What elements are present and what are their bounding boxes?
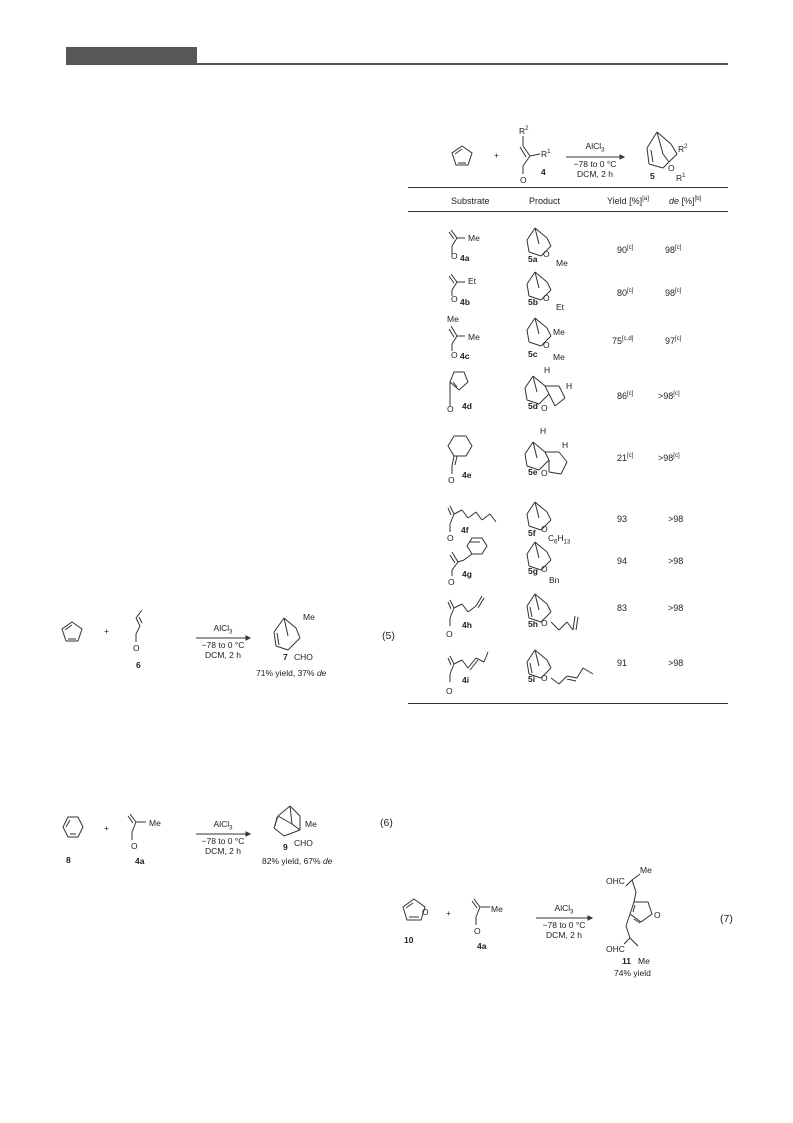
product-label: 5i: [528, 674, 536, 684]
eq6-cho-label: CHO: [294, 838, 313, 848]
table-rule-mid: [408, 211, 728, 212]
product-label: 5d: [528, 401, 538, 411]
yield-value: 93: [617, 514, 628, 524]
eq5-cho-label: CHO: [294, 652, 313, 662]
table-row: [408, 426, 728, 500]
eq5-plus: +: [104, 626, 109, 636]
eq6-result: 82% yield, 67% de: [262, 856, 333, 866]
table-row: [408, 364, 728, 430]
eq7-top-ohc: OHC: [606, 876, 625, 886]
table-rule-top: [408, 187, 728, 188]
yield-value: 21[c]: [617, 453, 634, 463]
product-group-label: $C_6H_{13}$: [548, 533, 571, 546]
eq6-sm-oxygen: O: [131, 841, 138, 851]
scheme-substrate-label: 4: [541, 167, 546, 177]
de-value: >98: [668, 556, 684, 566]
de-value: 97[c]: [665, 336, 682, 346]
substrate-label: 4f: [461, 525, 469, 535]
eq5-me-label: Me: [303, 612, 315, 622]
eq6-sm-me: Me: [149, 818, 161, 828]
substrate-oxygen: O: [446, 686, 453, 696]
product-h-label: H: [566, 381, 573, 391]
de-value: >98: [668, 603, 684, 613]
substrate-oxygen: O: [446, 629, 453, 639]
cyclopentadiene-structure: [60, 620, 84, 644]
substrate-label: 4c: [460, 351, 470, 361]
substrate-label: 4b: [460, 297, 470, 307]
de-value: >98: [668, 658, 684, 668]
eq7-conditions-solvent: DCM, 2 h: [546, 930, 582, 940]
yield-value: 94: [617, 556, 628, 566]
product-group-label: Me: [556, 258, 568, 268]
product-r2-label: $R^2$: [678, 144, 688, 154]
de-value: >98[c]: [658, 391, 680, 401]
product-group-label: Bn: [549, 575, 560, 585]
eq7-reagent: AlCl$_3$: [554, 903, 574, 916]
yield-value: 80[c]: [617, 288, 634, 298]
eq5-result: 71% yield, 37% de: [256, 668, 327, 678]
eq5-conditions-solvent: DCM, 2 h: [205, 650, 241, 660]
equation-number-6: (6): [380, 817, 393, 829]
product-label: 5e: [528, 467, 538, 477]
de-value: >98: [668, 514, 684, 524]
yield-value: 75[c,d]: [612, 336, 634, 346]
eq7-sm-oxygen: O: [474, 926, 481, 936]
scheme-conditions-temp: −78 to 0 °C: [573, 159, 617, 169]
substrate-structure: [444, 504, 502, 536]
product-label: 5c: [528, 349, 538, 359]
substrate-group-label: Me: [468, 233, 480, 243]
product-structure: [523, 648, 601, 692]
scheme-r2-label: $R^2$: [519, 126, 529, 136]
product-oxygen: O: [541, 524, 548, 534]
scheme-oxygen-label: O: [520, 175, 527, 185]
substrate-group-label-top: Me: [447, 314, 459, 324]
eq5-reagent: AlCl$_3$: [213, 623, 233, 636]
eq7-furan-oxygen: O: [422, 907, 429, 917]
eq6-diene-label: 8: [66, 855, 71, 865]
substrate-oxygen: O: [448, 475, 455, 485]
product-oxygen: O: [541, 468, 548, 478]
cyclopentadiene-structure: [450, 144, 474, 168]
yield-value: 83: [617, 603, 628, 613]
product-oxygen: O: [541, 564, 548, 574]
product-r1-label: $R^1$: [676, 173, 686, 183]
product-label: 5h: [528, 619, 538, 629]
de-value: 98[c]: [665, 245, 682, 255]
eq5-sm-label: 6: [136, 660, 141, 670]
methacrolein-structure: [468, 897, 498, 933]
yield-value: 90[c]: [617, 245, 634, 255]
eq7-bottom-ohc: OHC: [606, 944, 625, 954]
eq6-me-label: Me: [305, 819, 317, 829]
substrate-oxygen: O: [451, 251, 458, 261]
substrate-label: 4h: [462, 620, 472, 630]
table-row: [408, 646, 728, 700]
product-oxygen: O: [541, 618, 548, 628]
eq7-conditions-temp: −78 to 0 °C: [542, 920, 586, 930]
product-group-label: Et: [556, 302, 565, 312]
eq7-sm-me: Me: [491, 904, 503, 914]
eq7-top-me: Me: [640, 865, 652, 875]
eq6-conditions-temp: −78 to 0 °C: [201, 836, 245, 846]
product-oxygen: O: [543, 293, 550, 303]
product-label: 5f: [528, 528, 536, 538]
substrate-oxygen: O: [451, 294, 458, 304]
eq7-ring-oxygen: O: [654, 910, 661, 920]
product-structure: [523, 592, 595, 638]
table-row: [408, 312, 728, 364]
scheme-reagent: AlCl$_3$: [585, 141, 605, 154]
scheme-plus: +: [494, 150, 499, 160]
table-row: [408, 590, 728, 646]
table-row: [408, 536, 728, 590]
equation-number-7: (7): [720, 913, 733, 925]
product-label: 5a: [528, 254, 538, 264]
substrate-oxygen: O: [451, 350, 458, 360]
scheme-product-label: 5: [650, 171, 655, 181]
product-h-label: H: [544, 365, 551, 375]
column-header-substrate: Substrate: [451, 196, 490, 206]
eq6-product-label: 9: [283, 842, 288, 852]
product-label: 5g: [528, 566, 538, 576]
de-value: 98[c]: [665, 288, 682, 298]
eq5-oxygen: O: [133, 643, 140, 653]
equation-number-5: (5): [382, 630, 395, 642]
eq5-product-label: 7: [283, 652, 288, 662]
column-header-yield: Yield [%][a]: [607, 196, 649, 206]
eq7-result: 74% yield: [614, 968, 651, 978]
journal-header-bar: [66, 47, 197, 65]
table-row: [408, 224, 728, 270]
eq7-sm-label: 4a: [477, 941, 487, 951]
eq7-plus: +: [446, 908, 451, 918]
eq6-reagent: AlCl$_3$: [213, 819, 233, 832]
de-value: >98[c]: [658, 453, 680, 463]
yield-value: 86[c]: [617, 391, 634, 401]
substrate-label: 4g: [462, 569, 472, 579]
substrate-oxygen: O: [448, 577, 455, 587]
column-header-de: de [%][b]: [669, 196, 702, 206]
yield-value: 91: [617, 658, 628, 668]
product-oxygen: O: [541, 673, 548, 683]
substrate-structure: [444, 648, 502, 688]
eq5-conditions-temp: −78 to 0 °C: [201, 640, 245, 650]
product-oxygen-label: O: [668, 163, 675, 173]
table-row: [408, 270, 728, 312]
column-header-product: Product: [529, 196, 561, 206]
substrate-group-label: Et: [468, 276, 477, 286]
eq6-conditions-solvent: DCM, 2 h: [205, 846, 241, 856]
substrate-label: 4d: [462, 401, 472, 411]
substrate-oxygen: O: [447, 533, 454, 543]
eq6-plus: +: [104, 823, 109, 833]
eq6-sm-label: 4a: [135, 856, 145, 866]
substrate-group-label: Me: [468, 332, 480, 342]
eq7-product-label: 11: [622, 956, 631, 966]
journal-header-rule: [197, 63, 728, 65]
product-label: 5b: [528, 297, 538, 307]
product-group-label: Me: [553, 352, 565, 362]
cyclohexadiene-structure: [60, 815, 84, 841]
eq7-bottom-me: Me: [638, 956, 650, 966]
substrate-label: 4i: [462, 675, 470, 685]
scheme-conditions-solvent: DCM, 2 h: [577, 169, 613, 179]
table-rule-bottom: [408, 703, 728, 704]
product-h-label: H: [562, 440, 569, 450]
product-h-label: H: [540, 426, 547, 436]
product-oxygen: O: [543, 340, 550, 350]
product-oxygen: O: [543, 249, 550, 259]
scheme-r1-label: $R^1$: [541, 149, 551, 159]
product-oxygen: O: [541, 403, 548, 413]
substrate-oxygen: O: [447, 404, 454, 414]
product-group-label-top: Me: [553, 327, 565, 337]
substrate-label: 4a: [460, 253, 470, 263]
eq7-furan-label: 10: [404, 935, 414, 945]
substrate-label: 4e: [462, 470, 472, 480]
